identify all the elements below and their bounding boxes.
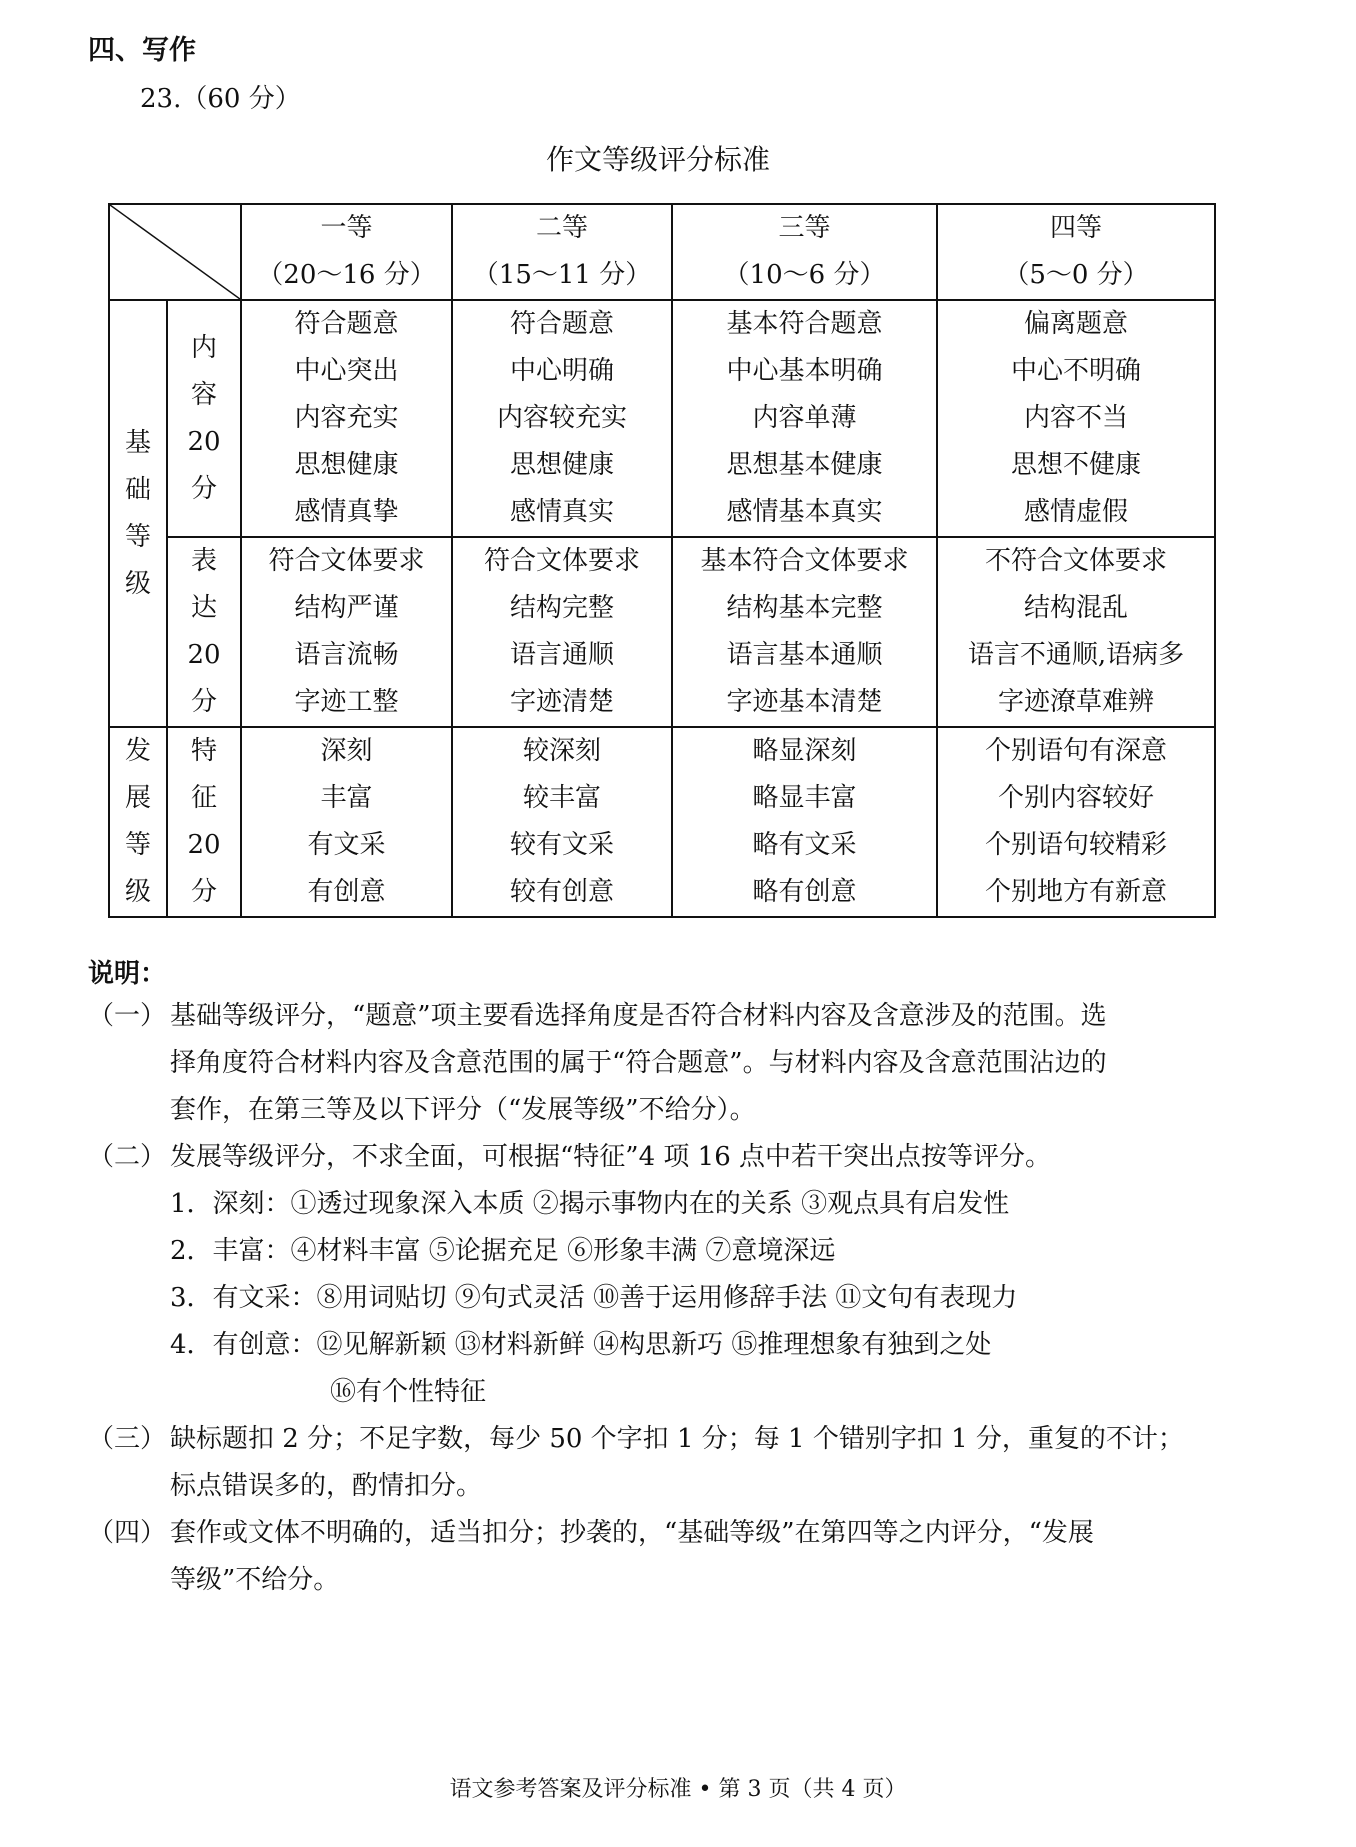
note-3-line: 标点错误多的，酌情扣分。: [170, 1471, 483, 1501]
note-2-item: 4．有创意：⑫见解新颖 ⑬材料新鲜 ⑭构思新巧 ⑮推理想象有独到之处: [170, 1330, 992, 1360]
expression-cell: 符合文体要求 结构严谨 语言流畅 字迹工整: [241, 537, 452, 727]
content-cell: 基本符合题意 中心基本明确 内容单薄 思想基本健康 感情基本真实: [672, 300, 937, 537]
note-2-item: ⑯有个性特征: [330, 1377, 487, 1407]
expression-row: [109, 537, 1215, 727]
section-title: 四、写作: [88, 35, 196, 66]
content-label: 内 容 20 分: [167, 300, 241, 537]
note-1-line: 套作，在第三等及以下评分（“发展等级”不给分）。: [170, 1095, 756, 1125]
content-cell: 符合题意 中心突出 内容充实 思想健康 感情真挚: [241, 300, 452, 537]
grade-header: 三等 （10～6 分）: [672, 204, 937, 300]
note-1-marker: （一）: [88, 1001, 167, 1031]
content-cell: 偏离题意 中心不明确 内容不当 思想不健康 感情虚假: [937, 300, 1215, 537]
grade-header: 一等 （20～16 分）: [241, 204, 452, 300]
expression-label: 表 达 20 分: [167, 537, 241, 727]
feature-row: [109, 727, 1215, 917]
note-4-line: 等级”不给分。: [170, 1565, 340, 1595]
content-cell: 符合题意 中心明确 内容较充实 思想健康 感情真实: [452, 300, 672, 537]
note-2-item: 1．深刻：①透过现象深入本质 ②揭示事物内在的关系 ③观点具有启发性: [170, 1189, 1010, 1219]
feature-cell: 深刻 丰富 有文采 有创意: [241, 727, 452, 917]
content-row: [109, 300, 1215, 537]
notes-heading: 说明：: [88, 959, 167, 989]
expression-cell: 符合文体要求 结构完整 语言通顺 字迹清楚: [452, 537, 672, 727]
page-footer: 语文参考答案及评分标准 • 第 3 页（共 4 页）: [449, 1777, 907, 1802]
grade-header: 四等 （5～0 分）: [937, 204, 1215, 300]
expression-cell: 不符合文体要求 结构混乱 语言不通顺,语病多 字迹潦草难辨: [937, 537, 1215, 727]
basic-level-label: 基 础 等 级: [109, 300, 167, 727]
grade-header: 二等 （15～11 分）: [452, 204, 672, 300]
development-level-label: 发 展 等 级: [109, 727, 167, 917]
note-3-line: 缺标题扣 2 分；不足字数，每少 50 个字扣 1 分；每 1 个错别字扣 1 分，重复的不计；: [170, 1424, 1184, 1454]
note-2-marker: （二）: [88, 1142, 167, 1172]
note-4-line: 套作或文体不明确的，适当扣分；抄袭的，“基础等级”在第四等之内评分，“发展: [170, 1518, 1094, 1548]
table-title: 作文等级评分标准: [545, 143, 770, 176]
grade-header-row: [109, 204, 1215, 300]
feature-cell: 略显深刻 略显丰富 略有文采 略有创意: [672, 727, 937, 917]
question-number: 23.（60 分）: [140, 84, 301, 114]
expression-cell: 基本符合文体要求 结构基本完整 语言基本通顺 字迹基本清楚: [672, 537, 937, 727]
note-3-marker: （三）: [88, 1424, 167, 1454]
feature-cell: 较深刻 较丰富 较有文采 较有创意: [452, 727, 672, 917]
diagonal-header-cell: [109, 204, 241, 300]
note-2-item: 3．有文采：⑧用词贴切 ⑨句式灵活 ⑩善于运用修辞手法 ⑪文句有表现力: [170, 1283, 1018, 1313]
feature-label: 特 征 20 分: [167, 727, 241, 917]
feature-cell: 个别语句有深意 个别内容较好 个别语句较精彩 个别地方有新意: [937, 727, 1215, 917]
note-2-line: 发展等级评分，不求全面，可根据“特征”4 项 16 点中若干突出点按等评分。: [170, 1142, 1052, 1172]
grading-table: [108, 203, 1216, 918]
note-4-marker: （四）: [88, 1518, 167, 1548]
note-1-line: 择角度符合材料内容及含意范围的属于“符合题意”。与材料内容及含意范围沾边的: [170, 1048, 1107, 1078]
note-2-item: 2．丰富：④材料丰富 ⑤论据充足 ⑥形象丰满 ⑦意境深远: [170, 1236, 836, 1266]
note-1-line: 基础等级评分，“题意”项主要看选择角度是否符合材料内容及含意涉及的范围。选: [170, 1001, 1107, 1031]
